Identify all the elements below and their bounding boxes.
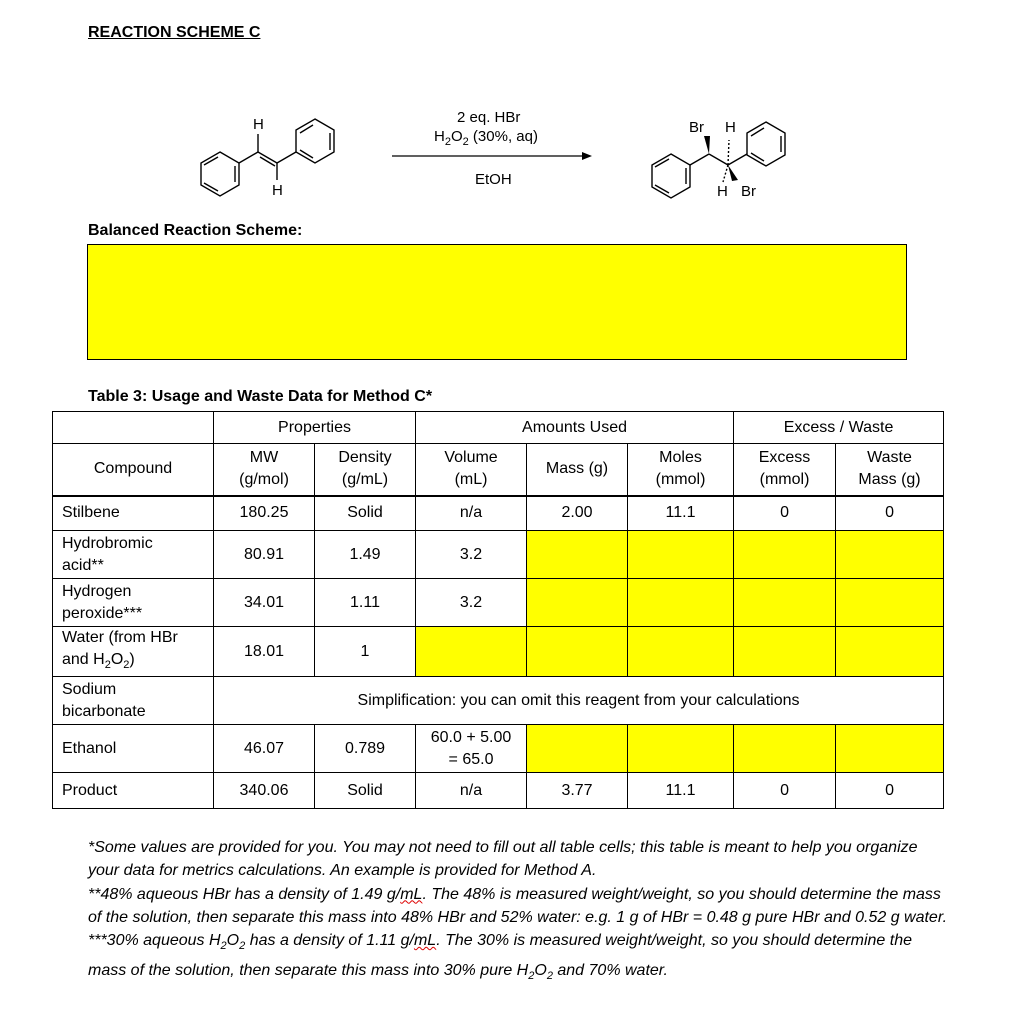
moles-cell: 11.1 <box>628 496 734 531</box>
density-cell: Solid <box>315 496 416 531</box>
compound-name: Stilbene <box>53 496 214 531</box>
mass-cell: 2.00 <box>527 496 628 531</box>
density-cell: Solid <box>315 773 416 809</box>
moles-input-cell[interactable] <box>628 579 734 627</box>
waste-input-cell[interactable] <box>836 531 944 579</box>
group-header-row <box>53 412 944 444</box>
compound-name: Hydrobromic acid** <box>53 531 214 579</box>
volume-cell: 60.0 + 5.00 = 65.0 <box>416 725 527 773</box>
mw-cell: 80.91 <box>214 531 315 579</box>
table-row-stilbene <box>53 496 944 531</box>
mw-cell: 180.25 <box>214 496 315 531</box>
volume-input-cell[interactable] <box>416 627 527 677</box>
table-title: Table 3: Usage and Waste Data for Method C* <box>88 388 433 405</box>
moles-input-cell[interactable] <box>628 531 734 579</box>
header-volume: Volume (mL) <box>416 444 527 496</box>
waste-cell: 0 <box>836 496 944 531</box>
excess-cell: 0 <box>734 773 836 809</box>
table-row-h2o2 <box>53 579 944 627</box>
header-mass: Mass (g) <box>527 444 628 496</box>
density-cell: 1.49 <box>315 531 416 579</box>
header-compound: Compound <box>53 444 214 496</box>
balanced-scheme-label: Balanced Reaction Scheme: <box>88 222 303 239</box>
waste-input-cell[interactable] <box>836 579 944 627</box>
waste-cell: 0 <box>836 773 944 809</box>
mass-input-cell[interactable] <box>527 579 628 627</box>
simplification-note: Simplification: you can omit this reagent from your calculations <box>214 677 944 725</box>
product-h-bottom: H <box>717 183 728 200</box>
header-properties: Properties <box>214 412 416 444</box>
header-blank <box>53 412 214 444</box>
wedge-bond-br-lower <box>728 165 738 181</box>
compound-name: Sodium bicarbonate <box>53 677 214 725</box>
volume-cell: n/a <box>416 773 527 809</box>
footnote-2: **48% aqueous HBr has a density of 1.49 g/mL. The 48% is measured weight/weight, so you should determine the mass of the solution, then separate this mass into 48% HBr and 52% water: e.g. 1 g of HBr = 0.48 g pure HBr and 0.52 g water. <box>88 885 948 926</box>
mass-input-cell[interactable] <box>527 627 628 677</box>
table-row-water <box>53 627 944 677</box>
reaction-arrow <box>392 152 592 160</box>
moles-cell: 11.1 <box>628 773 734 809</box>
waste-input-cell[interactable] <box>836 725 944 773</box>
header-excess-waste: Excess / Waste <box>734 412 944 444</box>
footnote-1: *Some values are provided for you. You may not need to fill out all table cells; this table is meant to help you organize your data for metrics calculations. An example is provided for Method A. <box>88 839 918 880</box>
reagent-h2o2: $H_2O_2$ (30%, aq) <box>434 128 538 148</box>
footnotes <box>88 836 948 988</box>
mass-cell: 3.77 <box>527 773 628 809</box>
waste-input-cell[interactable] <box>836 627 944 677</box>
moles-input-cell[interactable] <box>628 627 734 677</box>
reaction-scheme <box>180 100 820 210</box>
density-cell: 1.11 <box>315 579 416 627</box>
product-br-bottom: Br <box>741 183 756 200</box>
mw-cell: 46.07 <box>214 725 315 773</box>
page-title: REACTION SCHEME C <box>88 24 261 41</box>
volume-cell: 3.2 <box>416 531 527 579</box>
table-row-bicarbonate <box>53 677 944 725</box>
product-h-top: H <box>725 119 736 136</box>
volume-cell: 3.2 <box>416 579 527 627</box>
header-mw: MW (g/mol) <box>214 444 315 496</box>
compound-name: Ethanol <box>53 725 214 773</box>
solvent-etoh: EtOH <box>475 171 512 188</box>
footnote-3: ***30% aqueous $H_2O_2$ has a density of 1.11 g/mL. The 30% is measured weight/weight, so you should determine the mass of the solution, then separate this mass into 30% pure $H_2O_2$ and 70% water. <box>88 932 913 982</box>
volume-cell: n/a <box>416 496 527 531</box>
compound-name: Water (from HBr and $H_2O_2$) <box>53 627 214 677</box>
reactant-h-bottom: H <box>272 182 283 199</box>
compound-name: Product <box>53 773 214 809</box>
mw-cell: 340.06 <box>214 773 315 809</box>
mass-input-cell[interactable] <box>527 725 628 773</box>
mass-input-cell[interactable] <box>527 531 628 579</box>
reagent-hbr: 2 eq. HBr <box>457 109 521 126</box>
header-excess: Excess (mmol) <box>734 444 836 496</box>
header-density: Density (g/mL) <box>315 444 416 496</box>
excess-cell: 0 <box>734 496 836 531</box>
product-br-top: Br <box>689 119 704 136</box>
density-cell: 0.789 <box>315 725 416 773</box>
usage-waste-table <box>52 411 944 809</box>
mw-cell: 34.01 <box>214 579 315 627</box>
header-amounts-used: Amounts Used <box>416 412 734 444</box>
excess-input-cell[interactable] <box>734 531 836 579</box>
table-row-hbr <box>53 531 944 579</box>
table-row-product <box>53 773 944 809</box>
header-moles: Moles (mmol) <box>628 444 734 496</box>
density-cell: 1 <box>315 627 416 677</box>
moles-input-cell[interactable] <box>628 725 734 773</box>
column-header-row <box>53 444 944 496</box>
excess-input-cell[interactable] <box>734 627 836 677</box>
reactant-h-top: H <box>253 116 264 133</box>
mw-cell: 18.01 <box>214 627 315 677</box>
balanced-scheme-answer-box[interactable] <box>87 244 907 360</box>
wedge-bond-br <box>704 136 710 154</box>
compound-name: Hydrogen peroxide*** <box>53 579 214 627</box>
excess-input-cell[interactable] <box>734 579 836 627</box>
header-waste-mass: Waste Mass (g) <box>836 444 944 496</box>
table-row-ethanol <box>53 725 944 773</box>
excess-input-cell[interactable] <box>734 725 836 773</box>
reactant-stilbene-structure <box>201 119 334 196</box>
